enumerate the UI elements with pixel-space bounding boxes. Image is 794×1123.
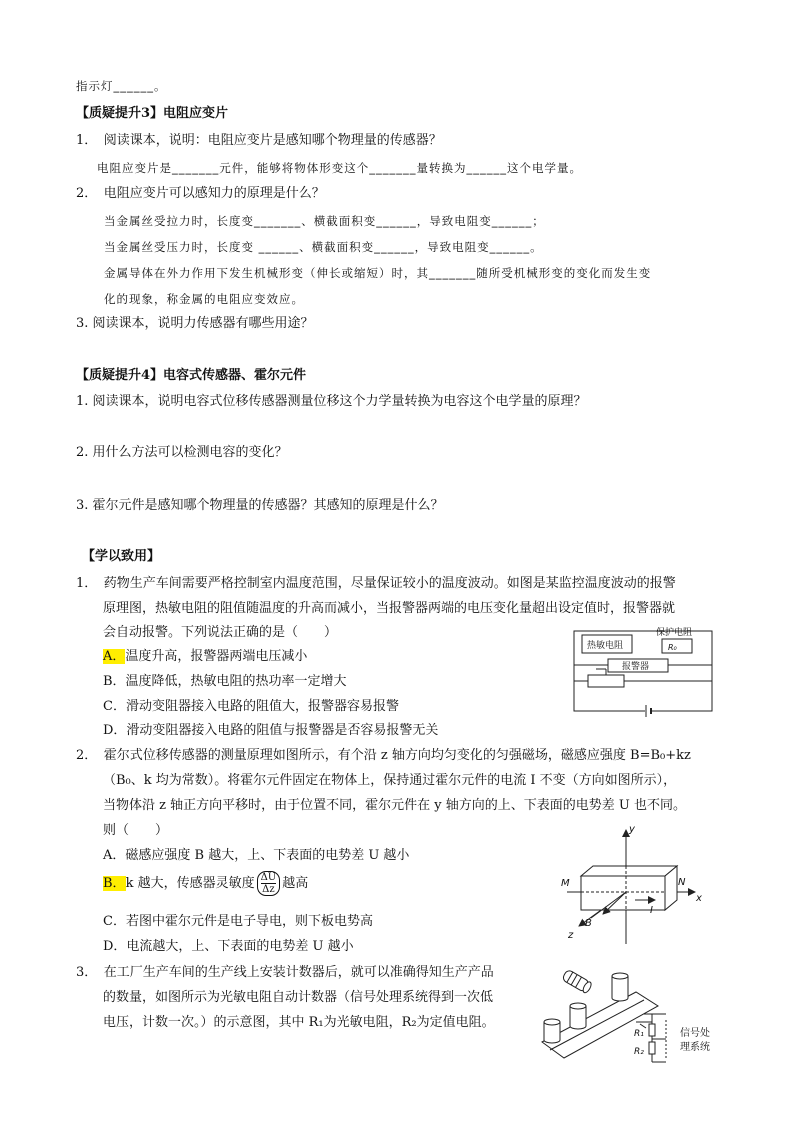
- m-label: M: [561, 878, 570, 889]
- problem-2-line: 当物体沿 z 轴正方向平移时，由于位置不同，霍尔元件在 y 轴方向的上、下表面的电势差 U 也不同。: [103, 798, 686, 813]
- r2-label: R₂: [634, 1047, 644, 1057]
- answer-key-highlight: B．: [103, 876, 126, 891]
- product-cylinder: [612, 976, 628, 1001]
- x-label: x: [696, 893, 702, 904]
- fraction-numerator: ΔU: [260, 872, 277, 883]
- question: 2. 用什么方法可以检测电容的变化？: [76, 445, 288, 460]
- problem-1-line: 原理图，热敏电阻的阻值随温度的升高而减小，当报警器两端的电压变化量超出设定值时，报警器就: [103, 601, 676, 616]
- section-heading: 【质疑提升3】电阻应变片: [76, 106, 229, 121]
- question: 1． 阅读课本，说明：电阻应变片是感知哪个物理量的传感器？: [76, 133, 442, 148]
- option-b: [103, 871, 308, 897]
- option-c: C．若图中霍尔元件是电子导电，则下板电势高: [103, 914, 373, 929]
- answer-key-highlight: A．: [103, 649, 126, 664]
- b-label: B: [585, 918, 592, 929]
- r1-label: R₁: [634, 1029, 644, 1039]
- alarm-circuit-figure: [568, 625, 718, 717]
- option-d: D．电流越大，上、下表面的电势差 U 越小: [103, 939, 354, 954]
- problem-2-line: 则（ ）: [103, 823, 169, 838]
- option-text: 越高: [282, 876, 309, 891]
- section-heading: 【质疑提升4】电容式传感器、霍尔元件: [76, 368, 307, 383]
- rheostat-box: [588, 675, 624, 687]
- section-heading: 【学以致用】: [82, 549, 161, 564]
- option-d: D．滑动变阻器接入电路的阻值与报警器是否容易报警无关: [103, 723, 439, 738]
- answer-line: 化的现象，称金属的电阻应变效应。: [104, 292, 304, 306]
- problem-3-line: 电压，计数一次。）的示意图，其中 R₁为光敏电阻，R₂为定值电阻。: [103, 1015, 495, 1030]
- problem-3-line: 的数量，如图所示为光敏电阻自动计数器（信号处理系统得到一次低: [103, 990, 494, 1005]
- r1-resistor: [649, 1024, 655, 1036]
- thermistor-label: 热敏电阻: [587, 641, 624, 651]
- option-b: B．温度降低，热敏电阻的热功率一定增大: [103, 674, 347, 689]
- problem-3-line: 3． 在工厂生产车间的生产线上安装计数器后，就可以准确得知生产产品: [76, 965, 494, 980]
- photo-counter-figure: [540, 962, 720, 1070]
- option-a: [103, 647, 307, 667]
- answer-line: 当金属丝受拉力时，长度变_______、横截面积变______，导致电阻变______；: [104, 214, 545, 228]
- n-label: N: [678, 877, 686, 888]
- hall-element-figure: [555, 822, 715, 948]
- question: 2． 电阻应变片可以感知力的原理是什么？: [76, 186, 325, 201]
- fraction-denominator: Δz: [262, 884, 275, 895]
- i-label: I: [650, 905, 653, 916]
- r2-resistor: [649, 1042, 655, 1054]
- problem-2-line: 2． 霍尔式位移传感器的测量原理如图所示，有个沿 z 轴方向均匀变化的匀强磁场，磁感应强度 B=B₀+kz: [76, 748, 691, 763]
- answer-line: 当金属丝受压力时，长度变 ______、横截面积变______，导致电阻变______。: [104, 240, 543, 254]
- r0-label: R₀: [668, 643, 677, 652]
- protect-label: 保护电阻: [656, 628, 693, 638]
- z-label: z: [568, 930, 574, 941]
- option-text: 温度升高，报警器两端电压减小: [125, 649, 308, 664]
- box-top: [581, 866, 677, 876]
- system-label-1: 信号处: [680, 1028, 710, 1039]
- alarm-label: 报警器: [622, 662, 650, 672]
- text-line: 指示灯______。: [76, 79, 167, 93]
- question: 3. 阅读课本，说明力传感器有哪些用途？: [76, 316, 314, 331]
- option-a: A．磁感应强度 B 越大，上、下表面的电势差 U 越小: [103, 848, 410, 863]
- protect-resistor-box: [662, 639, 692, 653]
- problem-1-line: 1． 药物生产车间需要严格控制室内温度范围，尽量保证较小的温度波动。如图是某监控温度波动的报警: [76, 576, 676, 591]
- system-label-2: 理系统: [680, 1042, 710, 1053]
- option-c: C．滑动变阻器接入电路的阻值大，报警器容易报警: [103, 699, 399, 714]
- answer-line: 电阻应变片是_______元件，能够将物体形变这个_______量转换为______这个电学量。: [97, 161, 582, 175]
- problem-1-line: 会自动报警。下列说法正确的是（ ）: [103, 625, 338, 640]
- answer-line: 金属导体在外力作用下发生机械形变（伸长或缩短）时，其_______随所受机械形变的变化而发生变: [104, 266, 652, 280]
- problem-2-line: （B₀、k 均为常数）。将霍尔元件固定在物体上，保持通过霍尔元件的电流 I 不变（方向如图所示），: [103, 773, 677, 788]
- question: 3. 霍尔元件是感知哪个物理量的传感器？其感知的原理是什么？: [76, 498, 444, 513]
- option-text: k 越大，传感器灵敏度: [125, 876, 255, 891]
- y-label: y: [629, 824, 635, 835]
- question: 1. 阅读课本，说明电容式位移传感器测量位移这个力学量转换为电容这个电学量的原理？: [76, 394, 587, 409]
- sensitivity-fraction: [257, 871, 281, 896]
